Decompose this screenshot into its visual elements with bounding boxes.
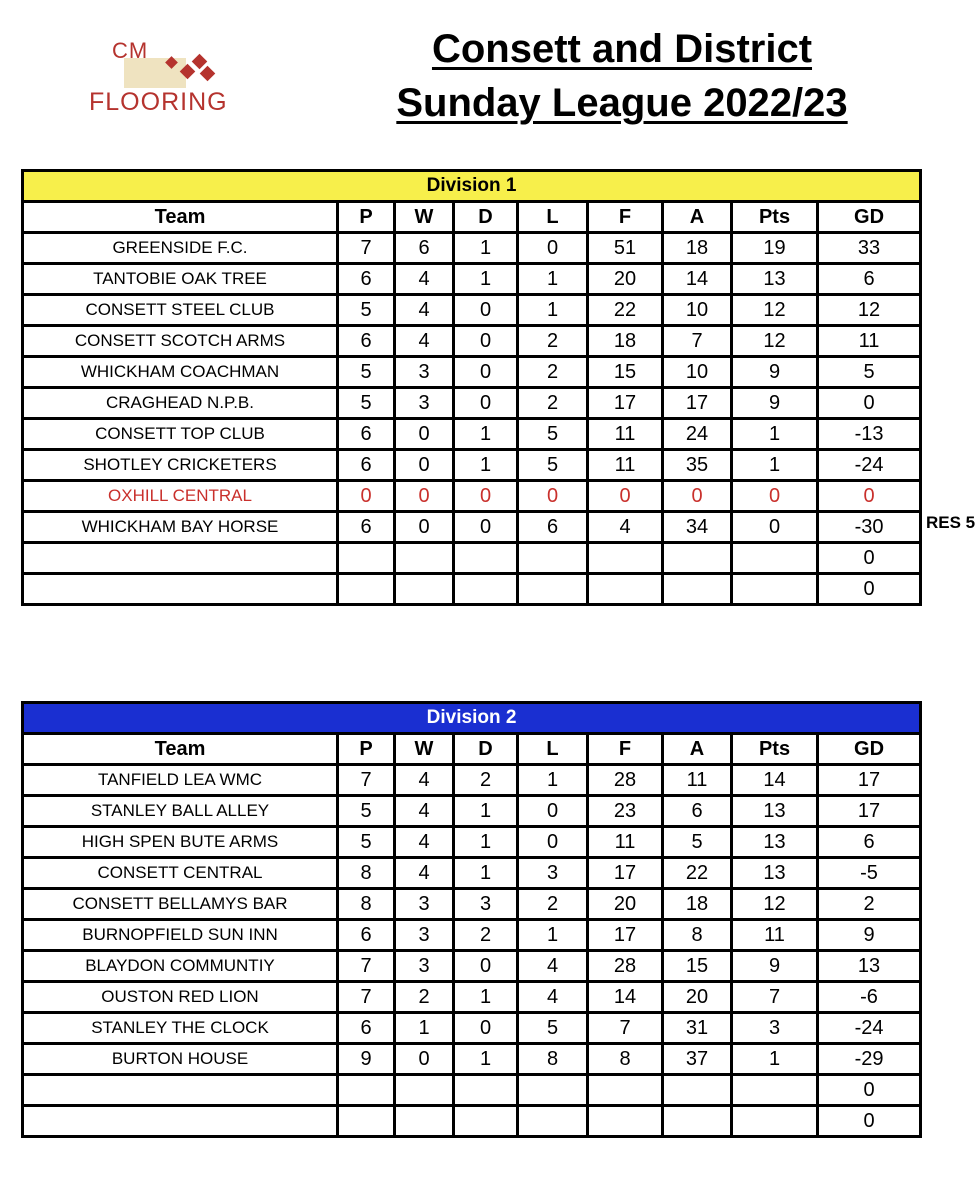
w-cell (395, 1106, 454, 1137)
w-cell: 2 (395, 982, 454, 1013)
l-cell (518, 1075, 588, 1106)
l-cell: 1 (518, 765, 588, 796)
w-cell (395, 1075, 454, 1106)
f-cell (588, 1075, 663, 1106)
gd-cell: -24 (818, 1013, 921, 1044)
pts-cell: 1 (732, 419, 818, 450)
l-cell: 0 (518, 796, 588, 827)
f-cell: 28 (588, 951, 663, 982)
w-cell: 0 (395, 419, 454, 450)
d-cell: 1 (454, 450, 518, 481)
column-header-w: W (395, 734, 454, 765)
f-cell: 11 (588, 419, 663, 450)
l-cell: 1 (518, 264, 588, 295)
team-cell: WHICKHAM COACHMAN (23, 357, 338, 388)
d-cell: 1 (454, 419, 518, 450)
a-cell: 8 (663, 920, 732, 951)
table-row (23, 1106, 921, 1137)
a-cell: 18 (663, 889, 732, 920)
p-cell: 6 (338, 450, 395, 481)
p-cell: 6 (338, 1013, 395, 1044)
gd-cell: -5 (818, 858, 921, 889)
a-cell: 18 (663, 233, 732, 264)
f-cell (588, 543, 663, 574)
team-cell: STANLEY THE CLOCK (23, 1013, 338, 1044)
l-cell: 1 (518, 920, 588, 951)
gd-cell: 33 (818, 233, 921, 264)
a-cell: 6 (663, 796, 732, 827)
p-cell: 7 (338, 951, 395, 982)
f-cell: 11 (588, 827, 663, 858)
d-cell: 0 (454, 295, 518, 326)
gd-cell: 6 (818, 264, 921, 295)
table-row (23, 1075, 921, 1106)
f-cell: 15 (588, 357, 663, 388)
l-cell: 5 (518, 419, 588, 450)
w-cell: 4 (395, 295, 454, 326)
logo-cm-text: CM (112, 38, 149, 63)
w-cell: 1 (395, 1013, 454, 1044)
l-cell: 2 (518, 388, 588, 419)
w-cell (395, 574, 454, 605)
division-2-table (21, 701, 922, 1138)
l-cell: 1 (518, 295, 588, 326)
gd-cell: 0 (818, 1075, 921, 1106)
division-1-banner (23, 171, 921, 202)
d-cell: 1 (454, 827, 518, 858)
w-cell: 4 (395, 765, 454, 796)
d-cell (454, 574, 518, 605)
l-cell: 0 (518, 827, 588, 858)
a-cell: 11 (663, 765, 732, 796)
team-cell: CONSETT SCOTCH ARMS (23, 326, 338, 357)
p-cell: 5 (338, 357, 395, 388)
w-cell: 4 (395, 858, 454, 889)
d-cell (454, 543, 518, 574)
column-header-a: A (663, 734, 732, 765)
p-cell: 6 (338, 920, 395, 951)
d-cell: 0 (454, 1013, 518, 1044)
team-cell: GREENSIDE F.C. (23, 233, 338, 264)
d-cell: 2 (454, 920, 518, 951)
gd-cell: -29 (818, 1044, 921, 1075)
a-cell (663, 543, 732, 574)
a-cell (663, 1106, 732, 1137)
a-cell: 31 (663, 1013, 732, 1044)
w-cell: 3 (395, 889, 454, 920)
w-cell: 6 (395, 233, 454, 264)
p-cell: 0 (338, 481, 395, 512)
p-cell: 6 (338, 512, 395, 543)
f-cell: 22 (588, 295, 663, 326)
w-cell: 0 (395, 1044, 454, 1075)
p-cell: 9 (338, 1044, 395, 1075)
d-cell: 1 (454, 233, 518, 264)
f-cell: 8 (588, 1044, 663, 1075)
gd-cell: 13 (818, 951, 921, 982)
pts-cell: 9 (732, 357, 818, 388)
table-row (23, 543, 921, 574)
table-row (23, 796, 921, 827)
a-cell: 20 (663, 982, 732, 1013)
a-cell: 37 (663, 1044, 732, 1075)
column-header-d: D (454, 734, 518, 765)
division-name: Division 2 (23, 703, 921, 734)
pts-cell: 1 (732, 450, 818, 481)
table-row (23, 264, 921, 295)
res-side-note: RES 5 (926, 513, 976, 532)
column-header-gd: GD (818, 734, 921, 765)
p-cell: 5 (338, 295, 395, 326)
l-cell: 0 (518, 233, 588, 264)
w-cell: 4 (395, 827, 454, 858)
pts-cell: 9 (732, 388, 818, 419)
pts-cell: 0 (732, 512, 818, 543)
f-cell: 17 (588, 858, 663, 889)
table-row (23, 450, 921, 481)
a-cell: 10 (663, 357, 732, 388)
team-cell: STANLEY BALL ALLEY (23, 796, 338, 827)
a-cell: 7 (663, 326, 732, 357)
d-cell: 1 (454, 796, 518, 827)
table-row (23, 951, 921, 982)
f-cell: 20 (588, 264, 663, 295)
column-header-a: A (663, 202, 732, 233)
pts-cell: 0 (732, 481, 818, 512)
d-cell: 0 (454, 388, 518, 419)
a-cell: 5 (663, 827, 732, 858)
a-cell: 14 (663, 264, 732, 295)
table-header-row (23, 734, 921, 765)
gd-cell: -30 (818, 512, 921, 543)
a-cell: 17 (663, 388, 732, 419)
pts-cell (732, 1075, 818, 1106)
table-row (23, 512, 921, 543)
p-cell: 8 (338, 889, 395, 920)
team-cell: OUSTON RED LION (23, 982, 338, 1013)
table-row (23, 481, 921, 512)
a-cell (663, 1075, 732, 1106)
gd-cell: 17 (818, 765, 921, 796)
d-cell: 3 (454, 889, 518, 920)
f-cell (588, 574, 663, 605)
team-cell: CONSETT TOP CLUB (23, 419, 338, 450)
column-header-team: Team (23, 202, 338, 233)
f-cell: 17 (588, 920, 663, 951)
pts-cell: 13 (732, 858, 818, 889)
gd-cell: -24 (818, 450, 921, 481)
f-cell: 20 (588, 889, 663, 920)
team-cell: CRAGHEAD N.P.B. (23, 388, 338, 419)
pts-cell: 11 (732, 920, 818, 951)
table-row (23, 574, 921, 605)
w-cell: 0 (395, 512, 454, 543)
p-cell: 6 (338, 419, 395, 450)
a-cell: 34 (663, 512, 732, 543)
gd-cell: 9 (818, 920, 921, 951)
column-header-p: P (338, 202, 395, 233)
p-cell (338, 543, 395, 574)
f-cell: 7 (588, 1013, 663, 1044)
team-cell: TANTOBIE OAK TREE (23, 264, 338, 295)
w-cell: 3 (395, 951, 454, 982)
w-cell: 4 (395, 264, 454, 295)
d-cell: 0 (454, 512, 518, 543)
d-cell: 1 (454, 858, 518, 889)
gd-cell: 6 (818, 827, 921, 858)
l-cell: 5 (518, 1013, 588, 1044)
page-title (330, 22, 914, 130)
a-cell: 24 (663, 419, 732, 450)
table-row (23, 889, 921, 920)
d-cell: 1 (454, 1044, 518, 1075)
team-cell (23, 1075, 338, 1106)
w-cell (395, 543, 454, 574)
column-header-pts: Pts (732, 202, 818, 233)
column-header-team: Team (23, 734, 338, 765)
gd-cell: 0 (818, 1106, 921, 1137)
f-cell: 14 (588, 982, 663, 1013)
f-cell: 18 (588, 326, 663, 357)
table-row (23, 295, 921, 326)
p-cell: 5 (338, 796, 395, 827)
w-cell: 4 (395, 326, 454, 357)
pts-cell: 13 (732, 264, 818, 295)
f-cell: 17 (588, 388, 663, 419)
l-cell (518, 574, 588, 605)
table-row (23, 419, 921, 450)
pts-cell: 12 (732, 889, 818, 920)
a-cell: 10 (663, 295, 732, 326)
l-cell: 2 (518, 357, 588, 388)
pts-cell: 12 (732, 326, 818, 357)
team-cell: CONSETT BELLAMYS BAR (23, 889, 338, 920)
gd-cell: 0 (818, 481, 921, 512)
d-cell (454, 1106, 518, 1137)
pts-cell: 13 (732, 796, 818, 827)
w-cell: 3 (395, 388, 454, 419)
team-cell: OXHILL CENTRAL (23, 481, 338, 512)
team-cell: HIGH SPEN BUTE ARMS (23, 827, 338, 858)
p-cell: 7 (338, 982, 395, 1013)
team-cell: TANFIELD LEA WMC (23, 765, 338, 796)
gd-cell: 17 (818, 796, 921, 827)
w-cell: 3 (395, 920, 454, 951)
f-cell: 51 (588, 233, 663, 264)
division-2-banner (23, 703, 921, 734)
team-cell: BLAYDON COMMUNTIY (23, 951, 338, 982)
w-cell: 3 (395, 357, 454, 388)
w-cell: 0 (395, 450, 454, 481)
pts-cell: 13 (732, 827, 818, 858)
team-cell (23, 543, 338, 574)
team-cell: WHICKHAM BAY HORSE (23, 512, 338, 543)
division-name: Division 1 (23, 171, 921, 202)
pts-cell: 9 (732, 951, 818, 982)
d-cell (454, 1075, 518, 1106)
w-cell: 4 (395, 796, 454, 827)
l-cell: 0 (518, 481, 588, 512)
gd-cell: -6 (818, 982, 921, 1013)
p-cell: 7 (338, 765, 395, 796)
gd-cell: 2 (818, 889, 921, 920)
p-cell (338, 1075, 395, 1106)
table-row (23, 858, 921, 889)
pts-cell: 19 (732, 233, 818, 264)
pts-cell (732, 1106, 818, 1137)
table-row (23, 233, 921, 264)
table-row (23, 1013, 921, 1044)
p-cell: 6 (338, 326, 395, 357)
d-cell: 1 (454, 264, 518, 295)
table-row (23, 1044, 921, 1075)
gd-cell: -13 (818, 419, 921, 450)
table-header-row (23, 202, 921, 233)
column-header-pts: Pts (732, 734, 818, 765)
team-cell: SHOTLEY CRICKETERS (23, 450, 338, 481)
p-cell: 8 (338, 858, 395, 889)
gd-cell: 0 (818, 574, 921, 605)
a-cell: 35 (663, 450, 732, 481)
column-header-f: F (588, 734, 663, 765)
l-cell: 4 (518, 951, 588, 982)
gd-cell: 5 (818, 357, 921, 388)
table-row (23, 765, 921, 796)
a-cell: 0 (663, 481, 732, 512)
column-header-l: L (518, 202, 588, 233)
table-row (23, 982, 921, 1013)
column-header-w: W (395, 202, 454, 233)
d-cell: 2 (454, 765, 518, 796)
gd-cell: 11 (818, 326, 921, 357)
f-cell: 0 (588, 481, 663, 512)
table-row (23, 827, 921, 858)
w-cell: 0 (395, 481, 454, 512)
f-cell: 4 (588, 512, 663, 543)
team-cell (23, 574, 338, 605)
p-cell: 5 (338, 827, 395, 858)
gd-cell: 0 (818, 388, 921, 419)
division-1-table (21, 169, 922, 606)
gd-cell: 0 (818, 543, 921, 574)
l-cell: 4 (518, 982, 588, 1013)
l-cell: 2 (518, 326, 588, 357)
pts-cell (732, 574, 818, 605)
pts-cell: 12 (732, 295, 818, 326)
l-cell: 2 (518, 889, 588, 920)
d-cell: 0 (454, 326, 518, 357)
team-cell: BURTON HOUSE (23, 1044, 338, 1075)
l-cell: 3 (518, 858, 588, 889)
p-cell (338, 1106, 395, 1137)
f-cell: 28 (588, 765, 663, 796)
f-cell (588, 1106, 663, 1137)
f-cell: 23 (588, 796, 663, 827)
column-header-f: F (588, 202, 663, 233)
column-header-d: D (454, 202, 518, 233)
title-line-2: Sunday League 2022/23 (396, 81, 848, 125)
d-cell: 0 (454, 357, 518, 388)
table-row (23, 326, 921, 357)
column-header-gd: GD (818, 202, 921, 233)
a-cell (663, 574, 732, 605)
p-cell: 7 (338, 233, 395, 264)
pts-cell: 14 (732, 765, 818, 796)
cm-flooring-logo (84, 36, 274, 116)
pts-cell: 1 (732, 1044, 818, 1075)
title-line-1: Consett and District (431, 27, 813, 71)
d-cell: 1 (454, 982, 518, 1013)
pts-cell: 3 (732, 1013, 818, 1044)
table-row (23, 357, 921, 388)
table-row (23, 920, 921, 951)
l-cell: 8 (518, 1044, 588, 1075)
a-cell: 22 (663, 858, 732, 889)
gd-cell: 12 (818, 295, 921, 326)
f-cell: 11 (588, 450, 663, 481)
l-cell (518, 1106, 588, 1137)
p-cell: 6 (338, 264, 395, 295)
table-row (23, 388, 921, 419)
a-cell: 15 (663, 951, 732, 982)
team-cell (23, 1106, 338, 1137)
team-cell: CONSETT STEEL CLUB (23, 295, 338, 326)
d-cell: 0 (454, 481, 518, 512)
l-cell (518, 543, 588, 574)
p-cell: 5 (338, 388, 395, 419)
team-cell: BURNOPFIELD SUN INN (23, 920, 338, 951)
column-header-l: L (518, 734, 588, 765)
logo-flooring-text: FLOORING (89, 88, 228, 116)
l-cell: 5 (518, 450, 588, 481)
d-cell: 0 (454, 951, 518, 982)
column-header-p: P (338, 734, 395, 765)
p-cell (338, 574, 395, 605)
pts-cell (732, 543, 818, 574)
team-cell: CONSETT CENTRAL (23, 858, 338, 889)
pts-cell: 7 (732, 982, 818, 1013)
l-cell: 6 (518, 512, 588, 543)
